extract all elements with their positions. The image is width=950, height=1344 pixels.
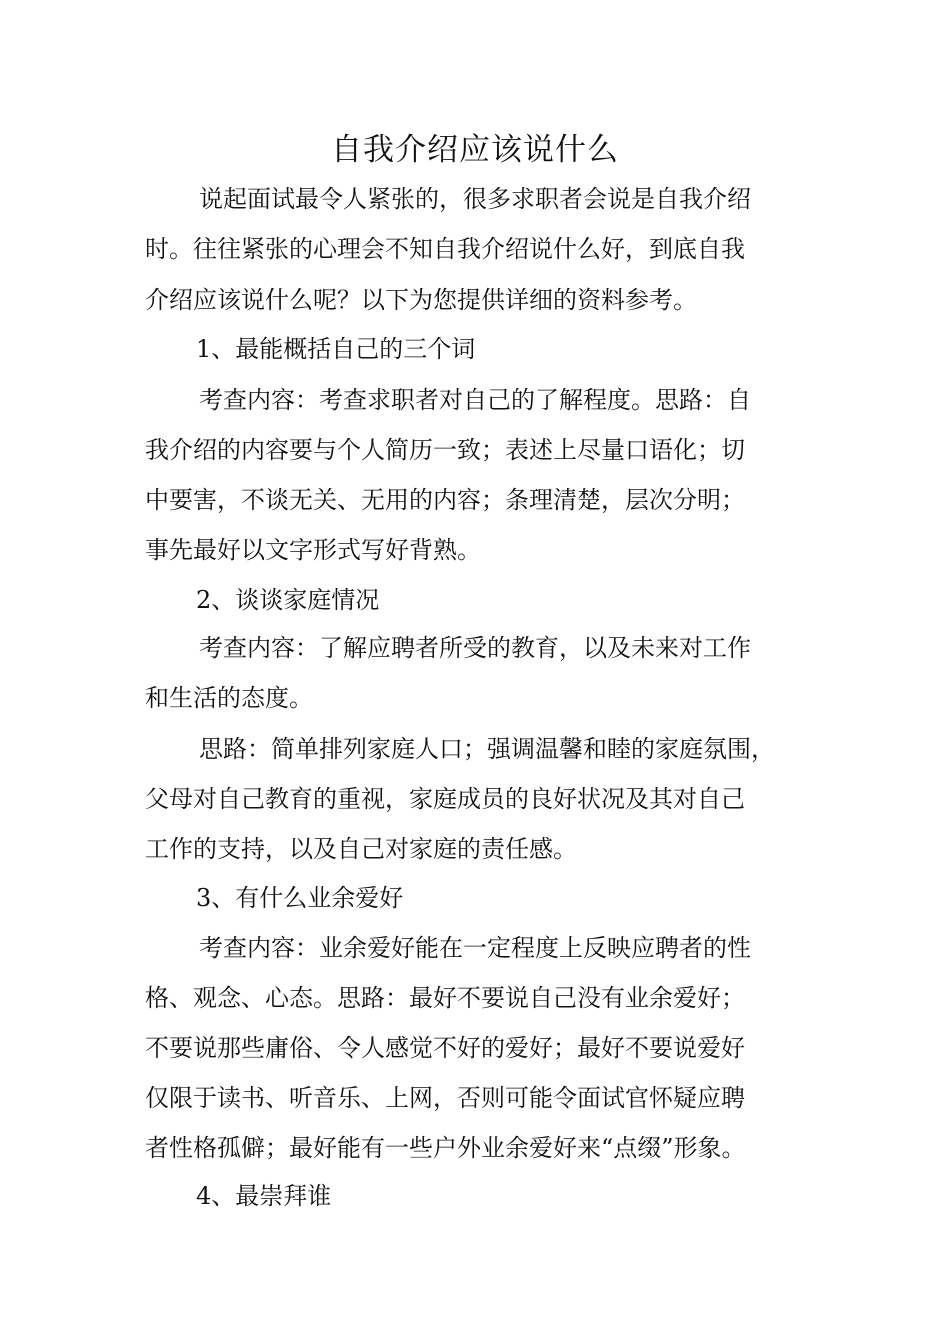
paragraph-line: 父母对自己教育的重视，家庭成员的良好状况及其对自己 xyxy=(145,785,745,813)
paragraph-line: 介绍应该说什么呢？以下为您提供详细的资料参考。 xyxy=(145,286,697,314)
section-heading: 1、最能概括自己的三个词 xyxy=(196,335,476,363)
paragraph-line: 仅限于读书、听音乐、上网，否则可能令面试官怀疑应聘 xyxy=(145,1084,745,1112)
paragraph-line: 考查内容：了解应聘者所受的教育，以及未来对工作 xyxy=(199,634,751,662)
paragraph-line: 考查内容：业余爱好能在一定程度上反映应聘者的性 xyxy=(199,934,751,962)
paragraph-line: 工作的支持，以及自己对家庭的责任感。 xyxy=(145,835,577,863)
document-title: 自我介绍应该说什么 xyxy=(331,132,619,168)
paragraph-line: 考查内容：考查求职者对自己的了解程度。思路：自 xyxy=(199,386,751,414)
paragraph-line: 我介绍的内容要与个人简历一致；表述上尽量口语化；切 xyxy=(145,436,745,464)
paragraph-line: 思路：简单排列家庭人口；强调温馨和睦的家庭氛围， xyxy=(199,735,775,763)
paragraph-line: 不要说那些庸俗、令人感觉不好的爱好；最好不要说爱好 xyxy=(145,1034,745,1062)
paragraph-line: 和生活的态度。 xyxy=(145,684,313,712)
section-heading: 4、最崇拜谁 xyxy=(196,1182,332,1210)
paragraph-line: 时。往往紧张的心理会不知自我介绍说什么好，到底自我 xyxy=(145,235,745,263)
paragraph-line: 事先最好以文字形式写好背熟。 xyxy=(145,536,481,564)
section-heading: 3、有什么业余爱好 xyxy=(196,884,404,912)
section-heading: 2、谈谈家庭情况 xyxy=(196,586,380,614)
paragraph-line: 格、观念、心态。思路：最好不要说自己没有业余爱好； xyxy=(145,984,745,1012)
paragraph-line: 说起面试最令人紧张的，很多求职者会说是自我介绍 xyxy=(199,185,751,213)
paragraph-line: 中要害，不谈无关、无用的内容；条理清楚，层次分明； xyxy=(145,486,745,514)
paragraph-line: 者性格孤僻；最好能有一些户外业余爱好来“点缀”形象。 xyxy=(145,1134,746,1162)
